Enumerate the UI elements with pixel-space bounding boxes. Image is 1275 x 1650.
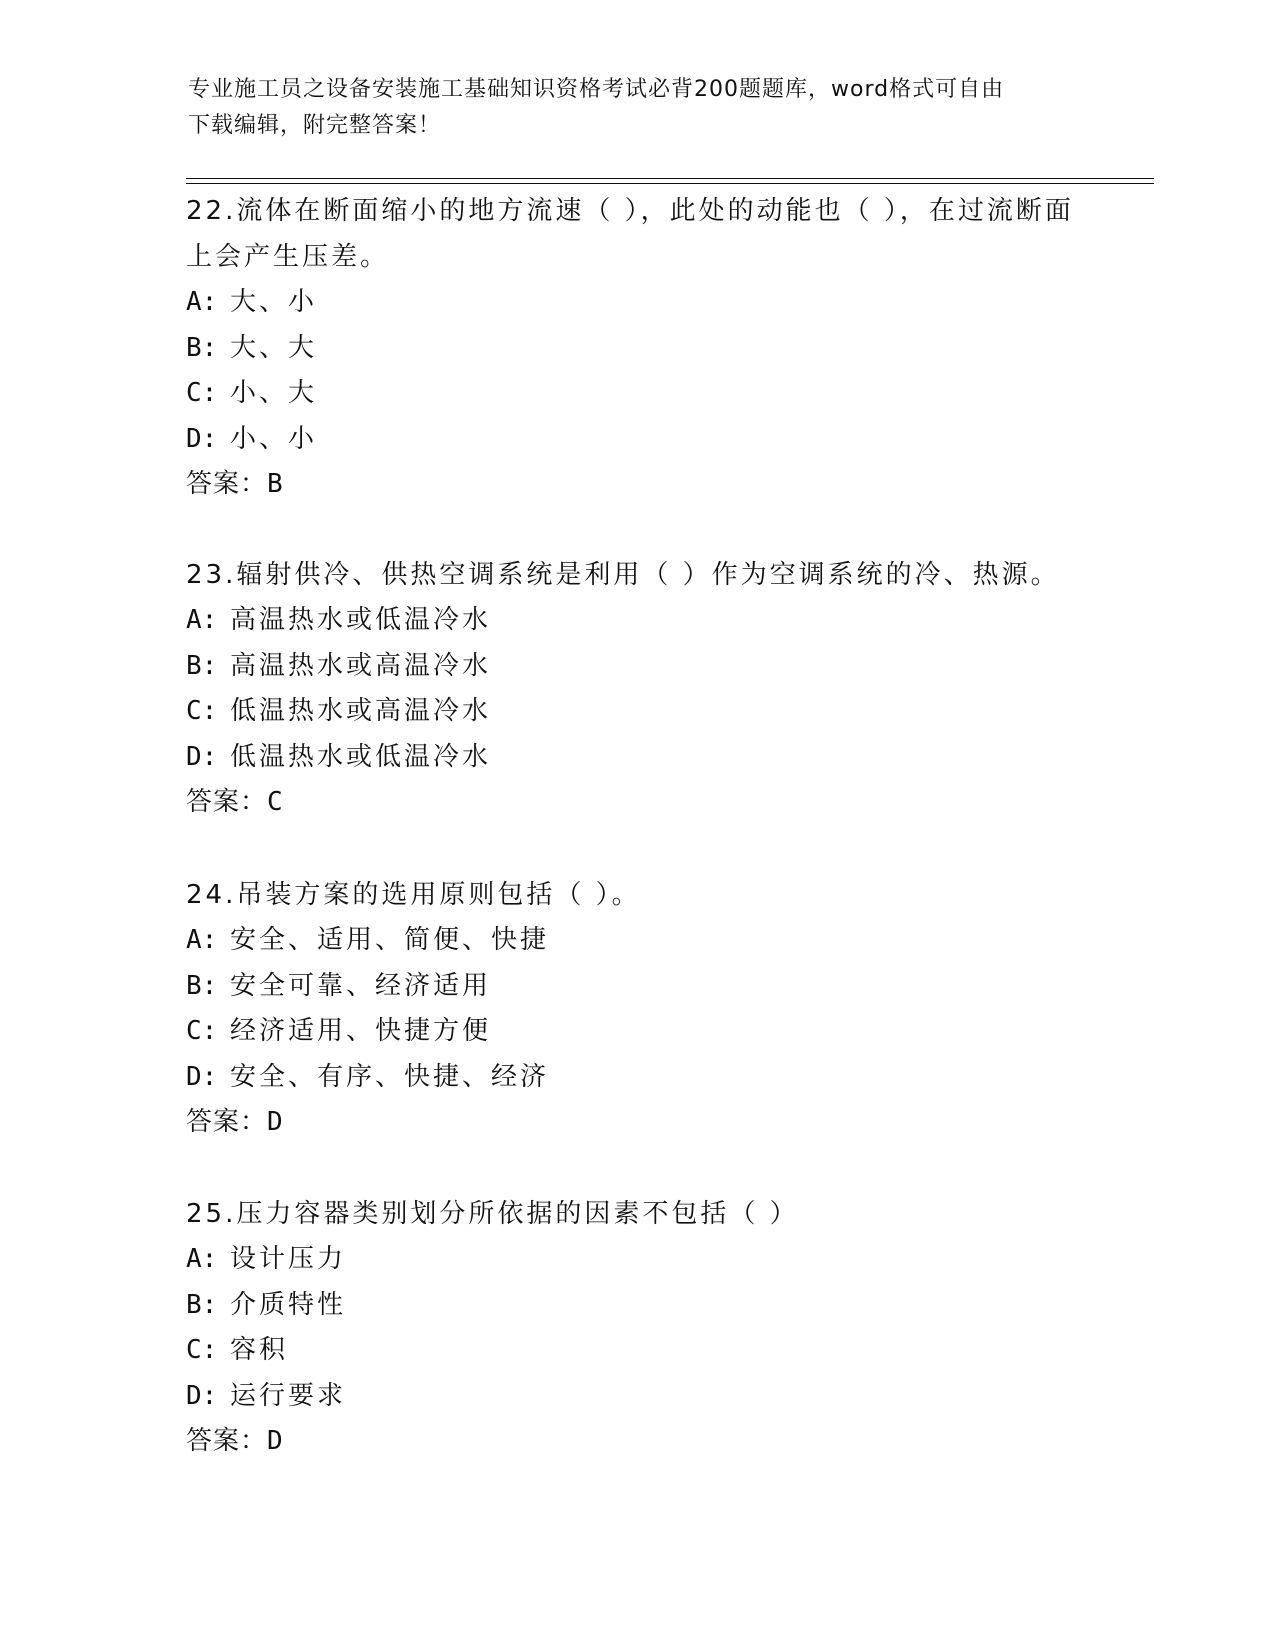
question-24 bbox=[186, 872, 1086, 1146]
option-letter: B: bbox=[186, 332, 218, 363]
option-letter: A: bbox=[186, 925, 218, 955]
option-a bbox=[186, 918, 1086, 964]
answer-label: 答案： bbox=[186, 787, 268, 817]
option-a bbox=[186, 598, 1086, 644]
answer-line bbox=[186, 780, 1086, 826]
question-22 bbox=[186, 188, 1086, 508]
option-text: 小、大 bbox=[230, 378, 318, 408]
option-d bbox=[186, 1374, 1086, 1420]
option-letter: B: bbox=[186, 970, 218, 1001]
option-letter: D: bbox=[186, 741, 218, 772]
option-letter: D: bbox=[186, 1380, 218, 1411]
option-letter: C: bbox=[186, 696, 218, 726]
answer-line bbox=[186, 1419, 1086, 1465]
option-letter: D: bbox=[186, 1061, 218, 1092]
answer-value: D bbox=[267, 1426, 284, 1456]
option-letter: A: bbox=[186, 1244, 218, 1274]
option-text: 设计压力 bbox=[230, 1244, 347, 1274]
question-25 bbox=[186, 1191, 1086, 1465]
option-text: 低温热水或高温冷水 bbox=[230, 696, 492, 726]
option-text: 大、大 bbox=[230, 332, 318, 363]
option-d bbox=[186, 1055, 1086, 1101]
option-letter: D: bbox=[186, 423, 218, 454]
option-letter: A: bbox=[186, 287, 218, 317]
option-text: 介质特性 bbox=[230, 1289, 347, 1320]
answer-line bbox=[186, 1100, 1086, 1146]
answer-label: 答案： bbox=[186, 469, 268, 499]
option-a bbox=[186, 280, 1086, 326]
option-text: 高温热水或低温冷水 bbox=[230, 605, 492, 635]
option-letter: B: bbox=[186, 650, 218, 681]
option-text: 大、小 bbox=[230, 287, 318, 317]
question-stem: 23.辐射供冷、供热空调系统是利用（ ）作为空调系统的冷、热源。 bbox=[186, 560, 1060, 590]
option-c bbox=[186, 1328, 1086, 1374]
option-text: 安全、适用、简便、快捷 bbox=[230, 925, 550, 955]
option-letter: C: bbox=[186, 1016, 218, 1046]
option-d bbox=[186, 417, 1086, 463]
document-header bbox=[188, 72, 1088, 144]
option-text: 运行要求 bbox=[230, 1380, 347, 1411]
option-letter: A: bbox=[186, 605, 218, 635]
header-line-2: 下载编辑，附完整答案！ bbox=[188, 113, 442, 138]
answer-label: 答案： bbox=[186, 1426, 268, 1456]
option-text: 高温热水或高温冷水 bbox=[230, 650, 492, 681]
answer-value: C bbox=[267, 787, 284, 817]
option-b bbox=[186, 964, 1086, 1010]
option-c bbox=[186, 371, 1086, 417]
option-b bbox=[186, 1283, 1086, 1329]
answer-value: B bbox=[267, 469, 284, 499]
option-d bbox=[186, 735, 1086, 781]
option-text: 小、小 bbox=[230, 423, 318, 454]
option-b bbox=[186, 326, 1086, 372]
answer-value: D bbox=[267, 1107, 284, 1137]
option-text: 低温热水或低温冷水 bbox=[230, 741, 492, 772]
option-text: 安全、有序、快捷、经济 bbox=[230, 1061, 550, 1092]
option-text: 容积 bbox=[230, 1335, 289, 1365]
header-line-1: 专业施工员之设备安装施工基础知识资格考试必背200题题库，word格式可自由 bbox=[188, 77, 1005, 102]
option-letter: B: bbox=[186, 1289, 218, 1320]
answer-label: 答案： bbox=[186, 1107, 268, 1137]
header-divider-top bbox=[186, 178, 1154, 179]
question-stem: 22.流体在断面缩小的地方流速（ ），此处的动能也（ ），在过流断面上会产生压差。 bbox=[186, 196, 1074, 272]
option-letter: C: bbox=[186, 378, 218, 408]
option-c bbox=[186, 1009, 1086, 1055]
option-letter: C: bbox=[186, 1335, 218, 1365]
question-stem: 24.吊装方案的选用原则包括（ ）。 bbox=[186, 880, 641, 910]
option-a bbox=[186, 1237, 1086, 1283]
question-stem: 25.压力容器类别划分所依据的因素不包括（ ） bbox=[186, 1199, 799, 1229]
answer-line bbox=[186, 462, 1086, 508]
option-text: 安全可靠、经济适用 bbox=[230, 970, 492, 1001]
header-divider-bottom bbox=[186, 183, 1154, 184]
option-c bbox=[186, 689, 1086, 735]
question-23 bbox=[186, 552, 1086, 826]
option-b bbox=[186, 644, 1086, 690]
option-text: 经济适用、快捷方便 bbox=[230, 1016, 492, 1046]
